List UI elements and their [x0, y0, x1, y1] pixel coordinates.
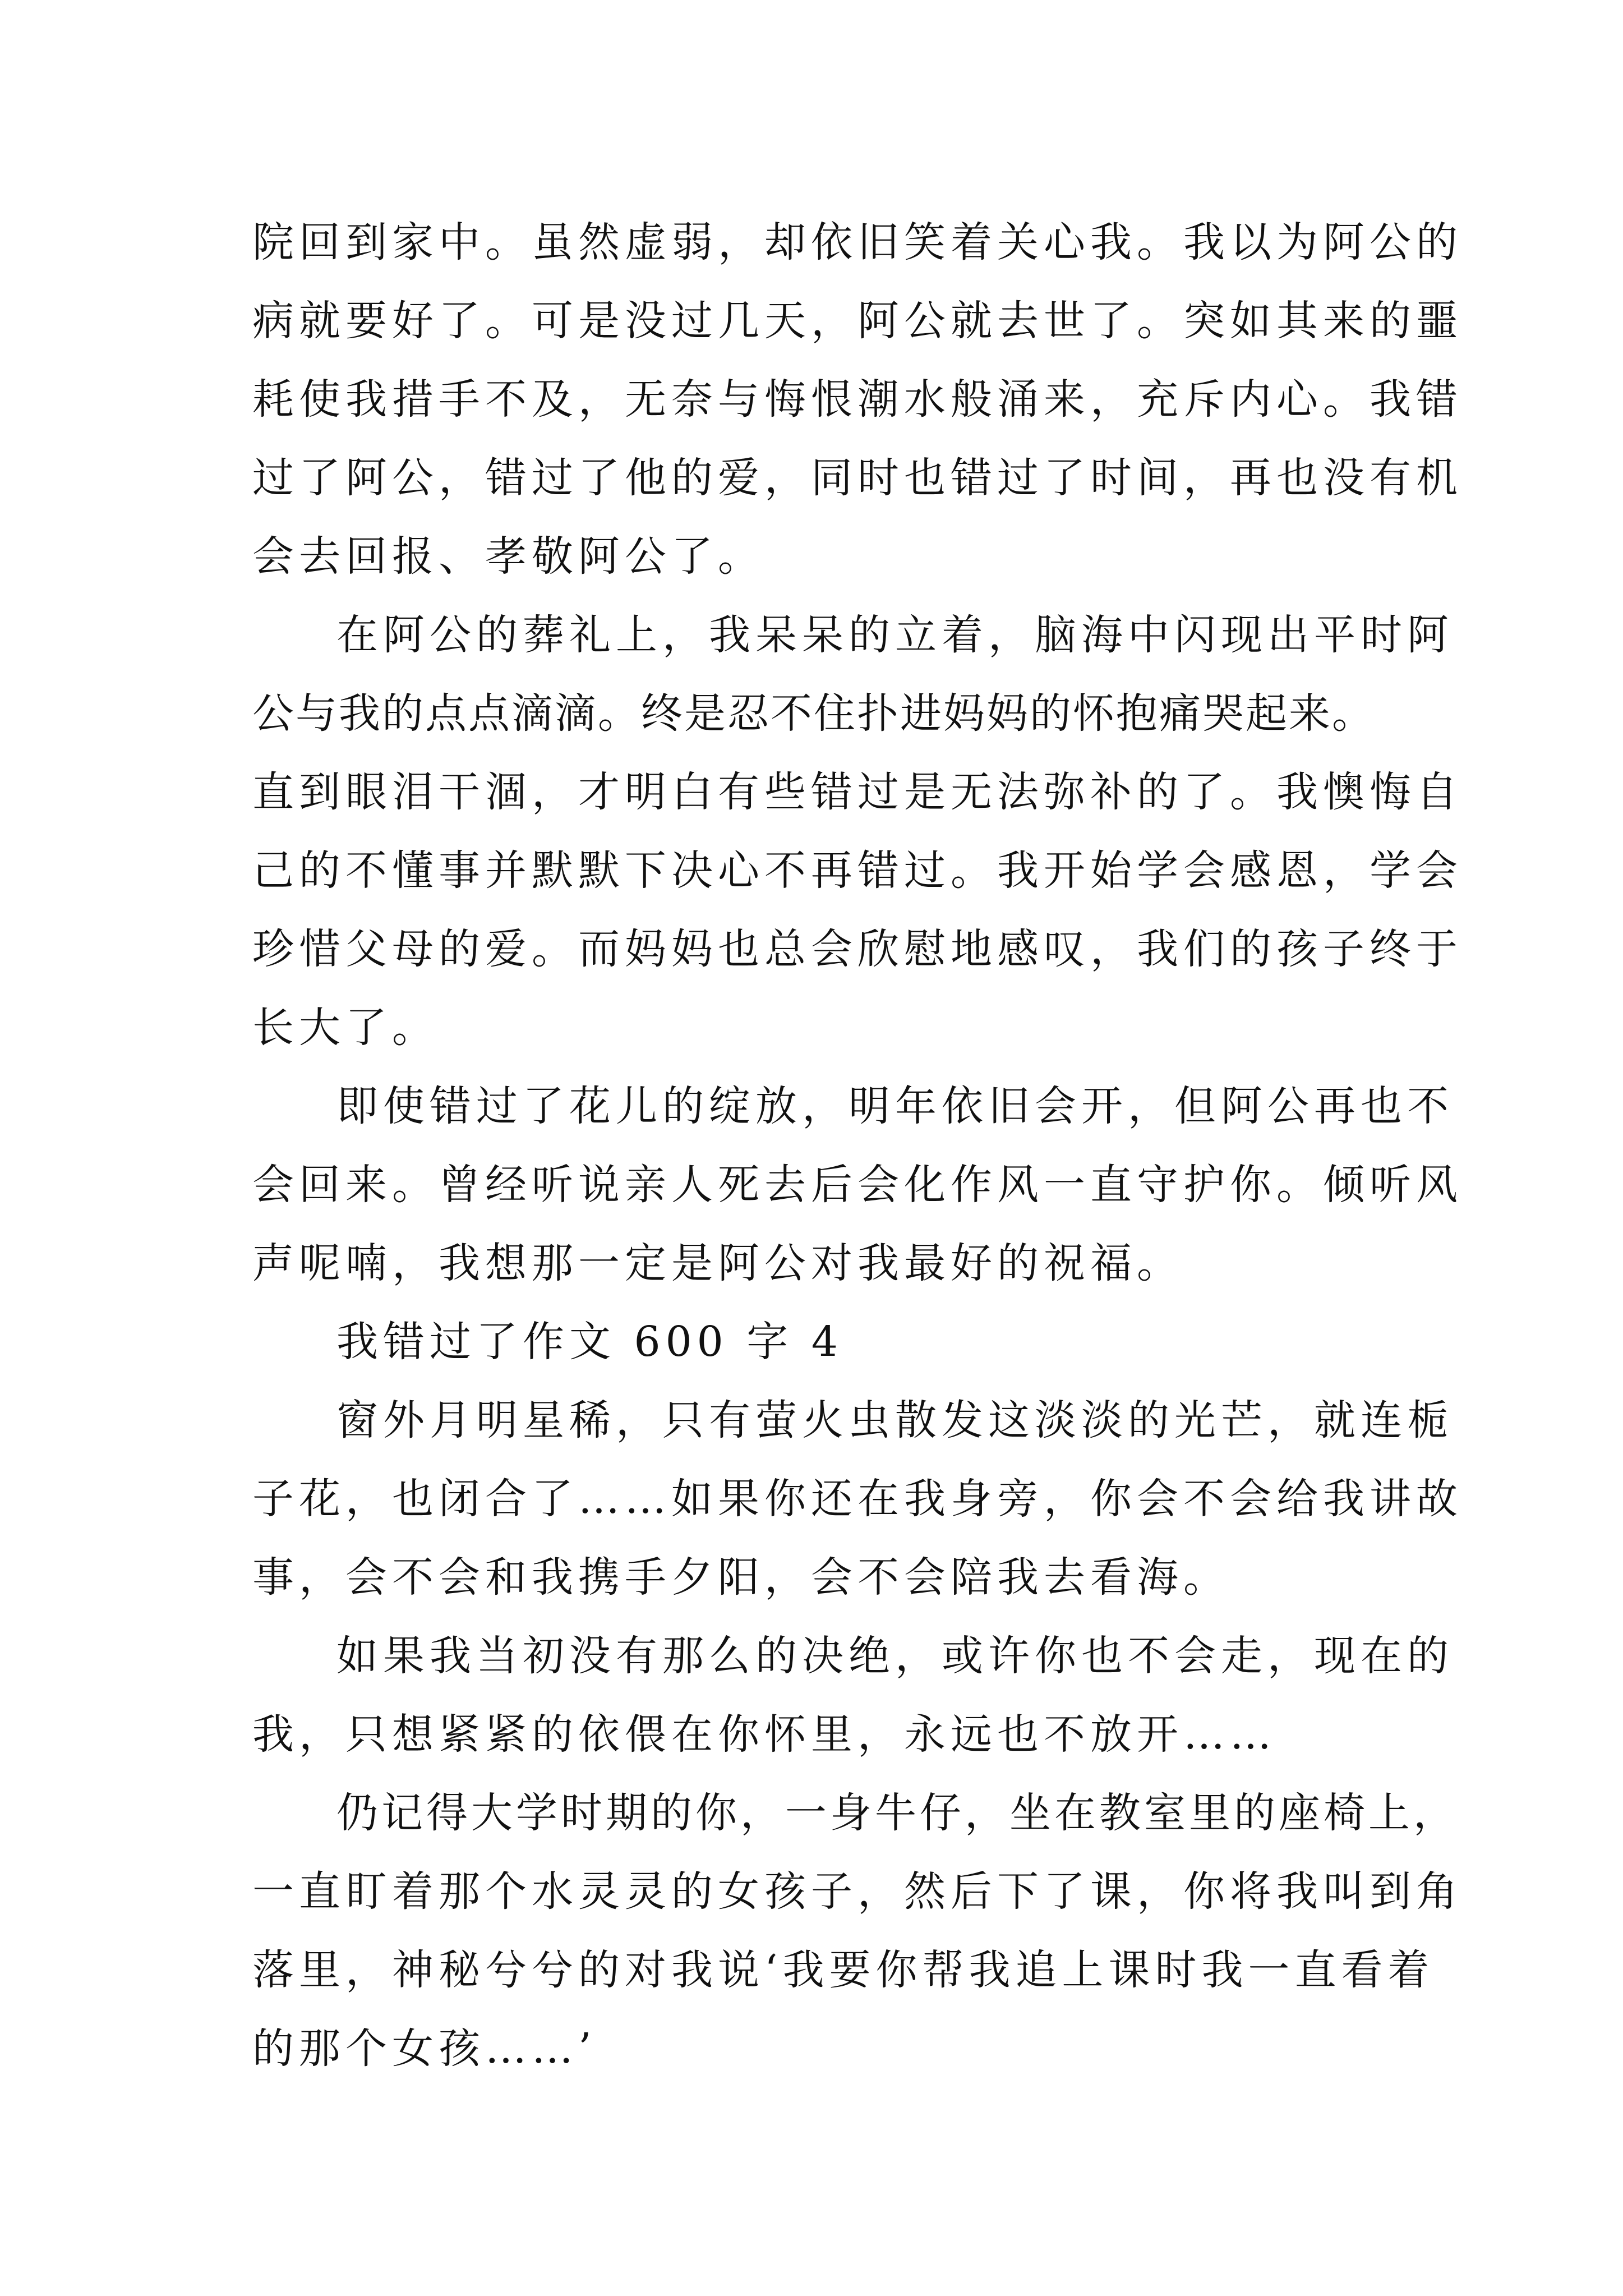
text-line: 会去回报、孝敬阿公了。	[252, 532, 764, 581]
section-heading: 我错过了作文 600 字 4	[336, 1318, 843, 1366]
text-line: 己的不懂事并默默下决心不再错过。我开始学会感恩，学会	[252, 846, 1463, 895]
text-line: 长大了。	[252, 1004, 439, 1052]
paragraph-start-line: 窗外月明星稀，只有萤火虫散发这淡淡的光芒，就连栀	[336, 1396, 1454, 1444]
text-line: 会回来。曾经听说亲人死去后会化作风一直守护你。倾听风	[252, 1161, 1463, 1209]
text-line: 病就要好了。可是没过几天，阿公就去世了。突如其来的噩	[252, 297, 1463, 345]
text-line: 的那个女孩……’	[252, 2024, 597, 2073]
text-line: 一直盯着那个水灵灵的女孩子，然后下了课，你将我叫到角	[252, 1867, 1463, 1916]
text-line: 公与我的点点滴滴。终是忍不住扑进妈妈的怀抱痛哭起来。	[252, 689, 1375, 738]
paragraph-start-line: 仍记得大学时期的你，一身牛仔，坐在教室里的座椅上，	[336, 1789, 1458, 1837]
paragraph-start-line: 即使错过了花儿的绽放，明年依旧会开，但阿公再也不	[336, 1082, 1454, 1130]
text-line: 过了阿公，错过了他的爱，同时也错过了时间，再也没有机	[252, 454, 1463, 502]
text-line: 声呢喃，我想那一定是阿公对我最好的祝福。	[252, 1239, 1183, 1287]
paragraph-start-line: 如果我当初没有那么的决绝，或许你也不会走，现在的	[336, 1632, 1454, 1680]
text-line: 直到眼泪干涸，才明白有些错过是无法弥补的了。我懊悔自	[252, 768, 1463, 816]
text-line: 珍惜父母的爱。而妈妈也总会欣慰地感叹，我们的孩子终于	[252, 925, 1463, 973]
text-line: 事，会不会和我携手夕阳，会不会陪我去看海。	[252, 1553, 1230, 1602]
text-line: 子花，也闭合了……如果你还在我身旁，你会不会给我讲故	[252, 1475, 1463, 1523]
text-line: 耗使我措手不及，无奈与悔恨潮水般涌来，充斥内心。我错	[252, 375, 1463, 424]
text-line: 我，只想紧紧的依偎在你怀里，永远也不放开……	[252, 1710, 1276, 1759]
text-line: 院回到家中。虽然虚弱，却依旧笑着关心我。我以为阿公的	[252, 218, 1463, 266]
text-line: 落里，神秘兮兮的对我说‘我要你帮我追上课时我一直看着	[252, 1946, 1435, 1994]
paragraph-start-line: 在阿公的葬礼上，我呆呆的立着，脑海中闪现出平时阿	[336, 611, 1454, 659]
